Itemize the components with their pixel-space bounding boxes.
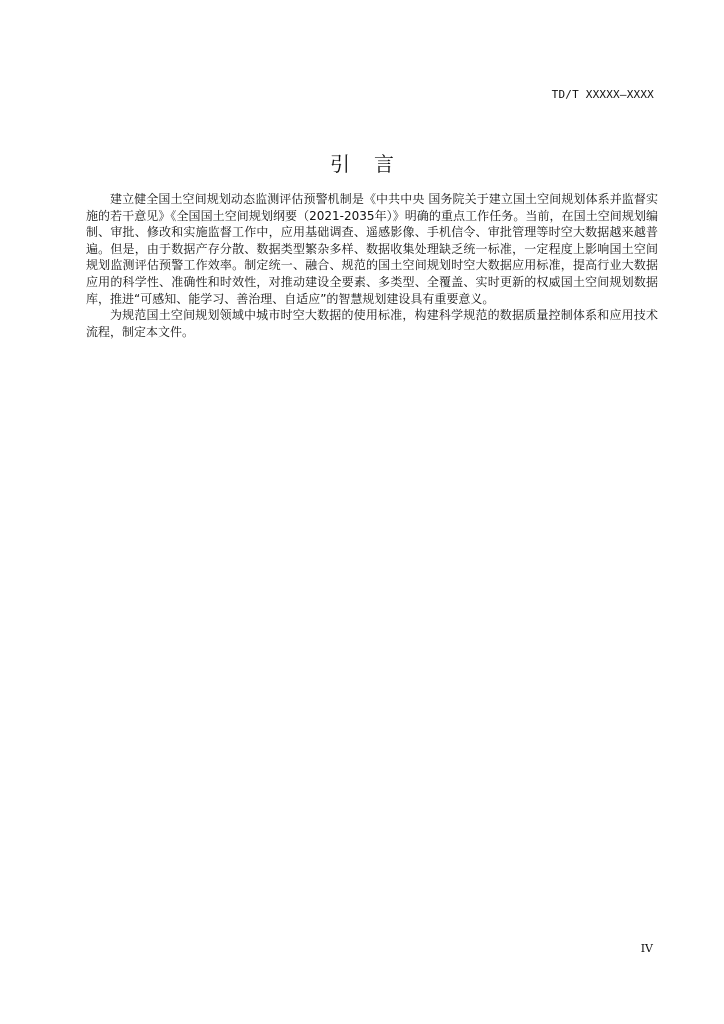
paragraph-1: 建立健全国土空间规划动态监测评估预警机制是《中共中央 国务院关于建立国土空间规划体系并监督实施的若干意见》《全国国土空间规划纲要（2021-2035年）》明确的重点工作任务。当前，在国土空间规划编制、审批、修改和实施监督工作中，应用基础调查、遥感影像、手机信令、审批管理等时空大数据越来越普遍。但是，由于数据产存分散、数据类型繁杂多样、数据收集处理缺乏统一标准，一定程度上影响国土空间规划监测评估预警工作效率。制定统一、融合、规范的国土空间规划时空大数据应用标准，提高行业大数据应用的科学性、准确性和时效性，对推动建设全要素、多类型、全覆盖、实时更新的权威国土空间规划数据库，推进“可感知、能学习、善治理、自适应”的智慧规划建设具有重要意义。 bbox=[86, 192, 658, 306]
page-number: IV bbox=[640, 942, 653, 955]
body-text bbox=[86, 191, 658, 340]
page-title: 引言 bbox=[330, 152, 418, 176]
paragraph-2: 为规范国土空间规划领域中城市时空大数据的使用标准，构建科学规范的数据质量控制体系和应用技术流程，制定本文件。 bbox=[86, 308, 658, 339]
document-code: TD/T XXXXX—XXXX bbox=[551, 88, 654, 101]
